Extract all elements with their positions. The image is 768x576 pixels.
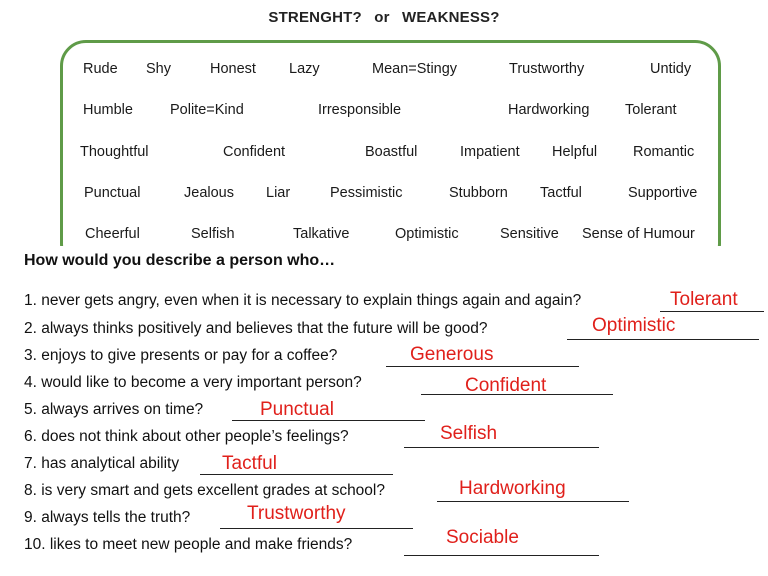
word-bank-item: Liar [266,185,291,201]
word-bank-item: Lazy [289,61,320,77]
word-bank-item: Jealous [184,185,234,201]
question-text: 7. has analytical ability [24,455,180,472]
question-text: 4. would like to become a very important person? [24,374,362,391]
word-bank-item: Thoughtful [80,144,149,160]
worksheet-title [0,9,768,26]
answer-text: Optimistic [592,315,676,336]
title-strength: STRENGHT? [268,9,362,26]
word-bank-item: Rude [83,61,118,77]
answer-blank[interactable] [404,447,599,448]
word-bank-item: Humble [83,102,133,118]
word-bank-item: Sensitive [500,226,559,242]
word-bank-item: Trustworthy [509,61,585,77]
answer-text: Hardworking [459,478,566,499]
word-bank-item: Polite=Kind [170,102,244,118]
answer-blank[interactable] [660,311,764,312]
word-bank-item: Honest [210,61,256,77]
answer-blank[interactable] [437,501,629,502]
word-bank-item: Shy [146,61,171,77]
word-bank-item: Sense of Humour [582,226,695,242]
answer-blank[interactable] [404,555,599,556]
word-bank-item: Irresponsible [318,102,402,118]
word-bank-item: Untidy [650,61,692,77]
question-text: 5. always arrives on time? [24,401,204,418]
answer-text: Selfish [440,423,498,444]
question-text: 10. likes to meet new people and make friends? [24,536,353,553]
answer-text: Punctual [260,399,334,420]
word-bank-item: Hardworking [508,102,590,118]
word-bank-item: Impatient [460,144,520,160]
word-bank-item: Tactful [540,185,582,201]
exercise-heading: How would you describe a person who… [24,252,336,269]
question-text: 8. is very smart and gets excellent grades at school? [24,482,385,499]
word-bank-item: Stubborn [449,185,508,201]
answer-text: Generous [410,344,494,365]
word-bank-item: Optimistic [395,226,459,242]
word-bank-item: Selfish [191,226,235,242]
word-bank-item: Supportive [628,185,698,201]
question-text: 1. never gets angry, even when it is necessary to explain things again and again? [24,292,582,309]
answer-text: Confident [465,375,547,396]
word-bank-item: Tolerant [625,102,677,118]
word-bank-item: Cheerful [85,226,140,242]
answer-blank[interactable] [220,528,413,529]
word-bank-item: Punctual [84,185,141,201]
question-text: 3. enjoys to give presents or pay for a coffee? [24,347,338,364]
answer-blank[interactable] [386,366,579,367]
answer-text: Sociable [446,527,519,548]
answer-text: Trustworthy [247,503,346,524]
word-bank-item: Confident [223,144,286,160]
word-bank-item: Boastful [365,144,418,160]
word-bank-item: Helpful [552,144,598,160]
answer-text: Tolerant [670,289,738,310]
question-text: 2. always thinks positively and believes that the future will be good? [24,320,488,337]
answer-blank[interactable] [567,339,759,340]
question-text: 9. always tells the truth? [24,509,191,526]
word-bank-item: Talkative [293,226,350,242]
question-text: 6. does not think about other people’s feelings? [24,428,349,445]
title-or: or [374,9,390,26]
word-bank-item: Romantic [633,144,695,160]
title-weakness: WEAKNESS? [401,9,500,26]
answer-text: Tactful [222,453,277,474]
word-bank-item: Pessimistic [330,185,403,201]
word-bank-item: Mean=Stingy [372,61,458,77]
